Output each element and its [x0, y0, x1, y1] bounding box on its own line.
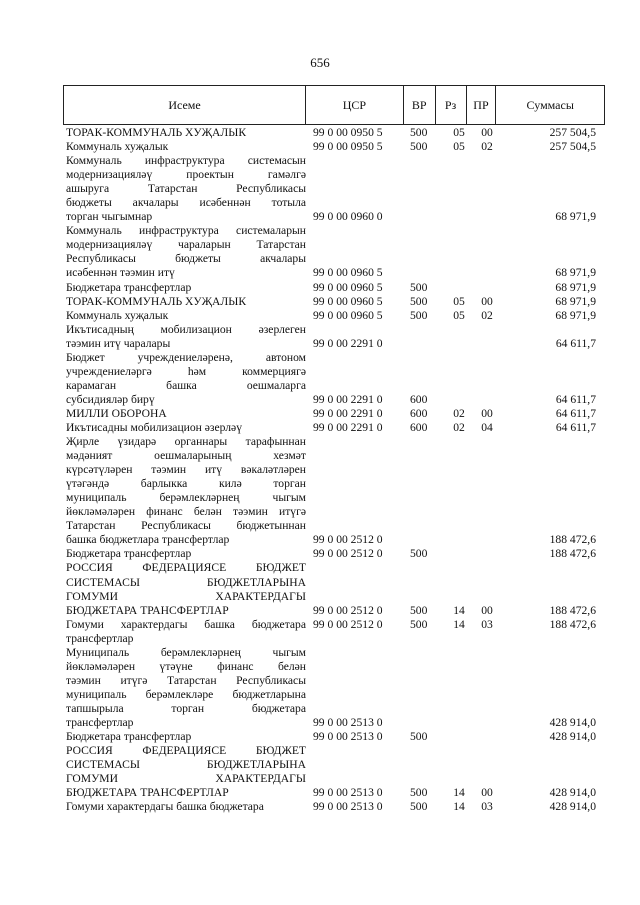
row-vr: 500 — [410, 617, 428, 631]
row-sum: 428 914,0 — [549, 715, 596, 729]
row-name-line: ТОРАК-КОММУНАЛЬ ХУҖАЛЫК — [66, 294, 247, 308]
row-csr: 99 0 00 0960 5 — [313, 294, 383, 308]
row-name-line: Җирле үзидарә органнары тарафыннан — [66, 435, 306, 449]
row-name-line: тәэмин итү чаралары — [66, 336, 171, 350]
table-row — [66, 309, 596, 323]
row-name-line: МИЛЛИ ОБОРОНА — [66, 406, 167, 420]
row-csr: 99 0 00 2512 0 — [313, 617, 383, 631]
row-vr: 500 — [410, 294, 428, 308]
row-csr: 99 0 00 0960 0 — [313, 210, 383, 224]
row-vr: 500 — [410, 603, 428, 617]
row-name-line: тапшырыла торган бюджетара — [66, 701, 306, 715]
row-name-line: муниципаль берәмлекләрнең чыгым — [66, 491, 306, 505]
row-sum: 188 472,6 — [549, 547, 596, 561]
row-name-line: Республикасы бюджеты акчалары — [66, 252, 306, 266]
row-name — [66, 618, 306, 646]
row-name — [66, 351, 306, 407]
row-name-line: ашыруга Татарстан Республикасы — [66, 182, 306, 196]
table-row — [66, 323, 596, 351]
row-csr: 99 0 00 2512 0 — [313, 547, 383, 561]
row-name — [66, 547, 306, 561]
row-name-line: ГОМУМИ ХАРАКТЕРДАГЫ — [66, 772, 306, 786]
row-sum: 68 971,9 — [555, 210, 596, 224]
row-vr: 600 — [410, 420, 428, 434]
row-name-line: учреждениеләргә һәм коммерциягә — [66, 364, 306, 378]
row-pr: 00 — [481, 126, 493, 139]
table-row — [66, 744, 596, 800]
table-row — [66, 407, 596, 421]
row-name-line: Коммуналь хуҗалык — [66, 308, 169, 322]
row-csr: 99 0 00 2291 0 — [313, 392, 383, 406]
table-row — [66, 435, 596, 547]
row-pr: 00 — [481, 786, 493, 800]
page-number: 656 — [310, 55, 330, 70]
row-name-line: трансфертлар — [66, 715, 134, 729]
row-name-line: Гомуми характердагы башка бюджетара — [66, 800, 264, 814]
row-name-line: мәдәният оешмаларының хезмәт — [66, 449, 306, 463]
row-name-line: муниципаль берәмлекләре бюджетларына — [66, 687, 306, 701]
row-rz: 05 — [453, 140, 465, 154]
row-name — [66, 140, 306, 154]
row-name — [66, 646, 306, 730]
row-vr: 500 — [410, 800, 428, 814]
row-csr: 99 0 00 2513 0 — [313, 715, 383, 729]
row-name-line: Бюджетара трансфертлар — [66, 547, 192, 561]
row-rz: 02 — [453, 420, 465, 434]
row-sum: 68 971,9 — [555, 280, 596, 294]
row-vr: 600 — [410, 392, 428, 406]
row-pr: 03 — [481, 617, 493, 631]
row-vr: 500 — [410, 280, 428, 294]
row-name-line: БЮДЖЕТАРА ТРАНСФЕРТЛАР — [66, 786, 229, 800]
column-header-rz: Рз — [435, 86, 466, 124]
row-name-line: карамаган башка оешмаларга — [66, 378, 306, 392]
row-name — [66, 295, 306, 309]
row-pr: 03 — [481, 800, 493, 814]
row-name-line: Икътисадның мобилизацион әзерлеген — [66, 322, 306, 336]
row-name-line: Икътисадны мобилизацион әзерләү — [66, 420, 243, 434]
row-sum: 64 611,7 — [555, 420, 596, 434]
row-csr: 99 0 00 2513 0 — [313, 786, 383, 800]
row-name — [66, 407, 306, 421]
column-header-pr: ПР — [466, 86, 496, 124]
table-row — [66, 547, 596, 561]
row-name-line: Гомуми характердагы башка бюджетара — [66, 617, 306, 631]
row-name — [66, 323, 306, 351]
row-name-line: Бюджетара трансфертлар — [66, 730, 192, 744]
row-csr: 99 0 00 2291 0 — [313, 406, 383, 420]
row-rz: 05 — [453, 294, 465, 308]
row-name-line: Татарстан Республикасы бюджетыннан — [66, 519, 306, 533]
row-sum: 68 971,9 — [555, 266, 596, 280]
row-csr: 99 0 00 2513 0 — [313, 800, 383, 814]
row-name-line: СИСТЕМАСЫ БЮДЖЕТЛАРЫНА — [66, 758, 306, 772]
row-name-line: тәэмин итүгә Татарстан Республикасы — [66, 673, 306, 687]
row-rz: 14 — [453, 800, 465, 814]
row-name-line: СИСТЕМАСЫ БЮДЖЕТЛАРЫНА — [66, 575, 306, 589]
row-name-line: РОССИЯ ФЕДЕРАЦИЯСЕ БЮДЖЕТ — [66, 744, 306, 758]
row-sum: 257 504,5 — [549, 126, 596, 139]
row-name-line: торган чыгымнар — [66, 210, 153, 224]
row-csr: 99 0 00 2291 0 — [313, 420, 383, 434]
row-name-line: Бюджетара трансфертлар — [66, 280, 192, 294]
table-header — [63, 85, 605, 125]
row-pr: 02 — [481, 140, 493, 154]
row-sum: 428 914,0 — [549, 786, 596, 800]
row-rz: 14 — [453, 617, 465, 631]
column-header-vr: ВР — [403, 86, 435, 124]
row-name-line: Коммуналь хуҗалык — [66, 140, 169, 154]
row-sum: 188 472,6 — [549, 617, 596, 631]
table-row — [66, 295, 596, 309]
table-row — [66, 421, 596, 435]
table-row — [66, 561, 596, 617]
row-name — [66, 126, 306, 140]
row-pr: 02 — [481, 308, 493, 322]
row-name — [66, 281, 306, 295]
row-vr: 500 — [410, 308, 428, 322]
row-name-line: Муниципаль берәмлекләрнең чыгым — [66, 645, 306, 659]
row-name-line: субсидияләр бирү — [66, 392, 155, 406]
row-csr: 99 0 00 2291 0 — [313, 336, 383, 350]
row-vr: 500 — [410, 547, 428, 561]
row-vr: 600 — [410, 406, 428, 420]
row-csr: 99 0 00 2512 0 — [313, 603, 383, 617]
row-sum: 68 971,9 — [555, 308, 596, 322]
row-pr: 00 — [481, 603, 493, 617]
row-name — [66, 435, 306, 547]
table-row — [66, 618, 596, 646]
row-name-line: модернизацияләү чараларын Татарстан — [66, 238, 306, 252]
row-name-line: бюджеты акчалары исәбеннән тотыла — [66, 196, 306, 210]
row-csr: 99 0 00 0960 5 — [313, 266, 383, 280]
row-sum: 257 504,5 — [549, 140, 596, 154]
row-name-line: РОССИЯ ФЕДЕРАЦИЯСЕ БЮДЖЕТ — [66, 561, 306, 575]
row-name — [66, 309, 306, 323]
row-pr: 00 — [481, 294, 493, 308]
row-csr: 99 0 00 0960 5 — [313, 280, 383, 294]
row-csr: 99 0 00 0950 5 — [313, 140, 383, 154]
row-rz: 05 — [453, 308, 465, 322]
row-pr: 00 — [481, 406, 493, 420]
row-name-line: исәбеннән тәэмин итү — [66, 266, 175, 280]
row-name-line: ГОМУМИ ХАРАКТЕРДАГЫ — [66, 589, 306, 603]
row-name — [66, 730, 306, 744]
row-name-line: ТОРАК-КОММУНАЛЬ ХУҖАЛЫК — [66, 126, 247, 139]
row-name-line: үтәгәндә барлыкка килә торган — [66, 477, 306, 491]
row-sum: 64 611,7 — [555, 406, 596, 420]
table-row — [66, 281, 596, 295]
row-csr: 99 0 00 0950 5 — [313, 126, 383, 139]
row-sum: 428 914,0 — [549, 730, 596, 744]
row-name — [66, 561, 306, 617]
row-sum: 428 914,0 — [549, 800, 596, 814]
row-name-line: йөкләмәләрен финанс белән тәэмин итүгә — [66, 505, 306, 519]
budget-table-body — [66, 126, 596, 814]
column-header-csr: ЦСР — [305, 86, 403, 124]
row-name-line: Бюджет учреждениеләренә, автоном — [66, 350, 306, 364]
row-rz: 05 — [453, 126, 465, 139]
table-row — [66, 126, 596, 140]
row-vr: 500 — [410, 126, 428, 139]
row-csr: 99 0 00 0960 5 — [313, 308, 383, 322]
row-sum: 64 611,7 — [555, 336, 596, 350]
row-vr: 500 — [410, 786, 428, 800]
row-name-line: күрсәтүләрен тәэмин итү вәкаләтләрен — [66, 463, 306, 477]
row-sum: 64 611,7 — [555, 392, 596, 406]
row-name — [66, 744, 306, 800]
row-name-line: Коммуналь инфраструктура системасын — [66, 154, 306, 168]
row-name-line: трансфертлар — [66, 631, 134, 645]
table-row — [66, 154, 596, 224]
table-row — [66, 800, 596, 814]
row-name — [66, 224, 306, 280]
row-name-line: башка бюджетлара трансфертлар — [66, 533, 230, 547]
row-vr: 500 — [410, 730, 428, 744]
row-rz: 14 — [453, 603, 465, 617]
row-csr: 99 0 00 2512 0 — [313, 533, 383, 547]
column-header-name: Исеме — [168, 97, 201, 112]
row-rz: 02 — [453, 406, 465, 420]
table-row — [66, 730, 596, 744]
row-name — [66, 800, 306, 814]
row-name-line: йөкләмәләрен үтәүне финанс белән — [66, 659, 306, 673]
column-header-sum: Суммасы — [495, 86, 604, 124]
row-name — [66, 421, 306, 435]
table-row — [66, 224, 596, 280]
row-sum: 68 971,9 — [555, 294, 596, 308]
row-name — [66, 154, 306, 224]
row-rz: 14 — [453, 786, 465, 800]
table-row — [66, 646, 596, 730]
table-row — [66, 140, 596, 154]
row-pr: 04 — [481, 420, 493, 434]
row-sum: 188 472,6 — [549, 533, 596, 547]
row-vr: 500 — [410, 140, 428, 154]
row-sum: 188 472,6 — [549, 603, 596, 617]
row-csr: 99 0 00 2513 0 — [313, 730, 383, 744]
row-name-line: БЮДЖЕТАРА ТРАНСФЕРТЛАР — [66, 603, 229, 617]
table-row — [66, 351, 596, 407]
row-name-line: Коммуналь инфраструктура системаларын — [66, 224, 306, 238]
row-name-line: модернизацияләү проектын гамәлгә — [66, 168, 306, 182]
